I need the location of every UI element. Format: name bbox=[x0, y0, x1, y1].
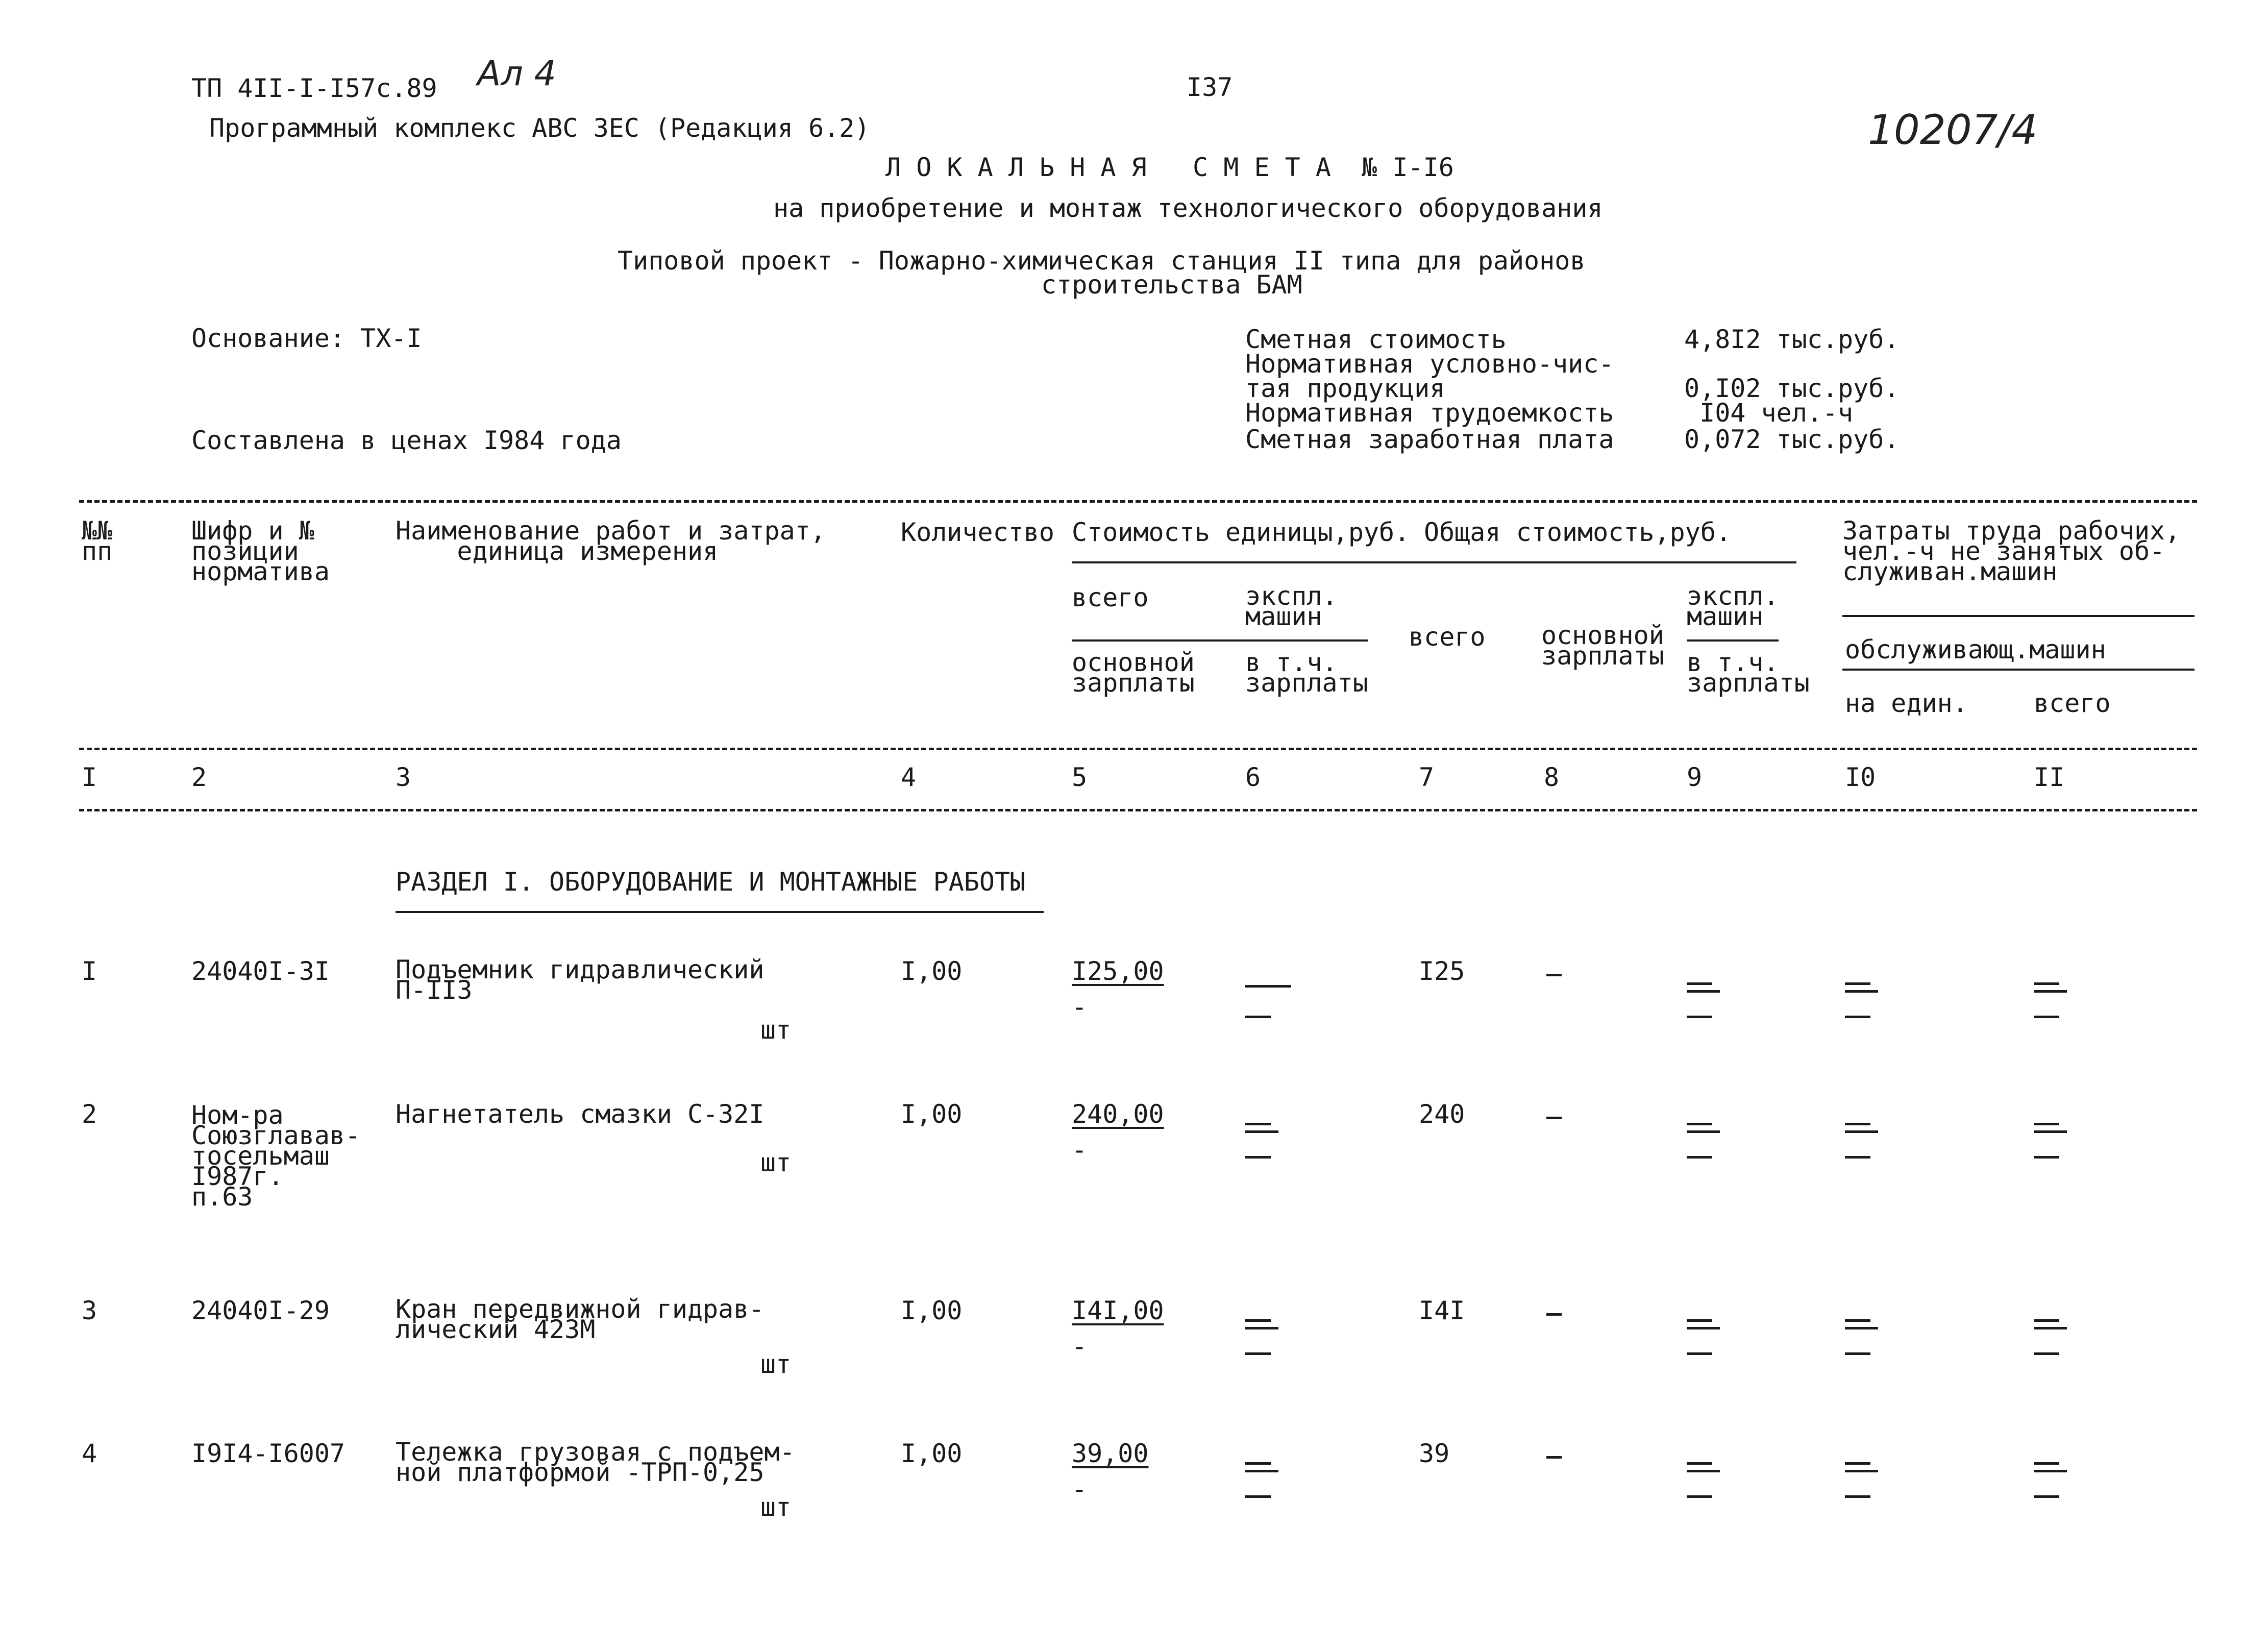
header-bottom-rule bbox=[79, 748, 2197, 750]
col-header-total-cost: Общая стоимость,руб. bbox=[1424, 518, 1732, 547]
column-number: 5 bbox=[1072, 762, 1088, 792]
dash-mark bbox=[1245, 985, 1291, 988]
row-unit-wage: - bbox=[1072, 1474, 1088, 1504]
summary-value: I04 чел.-ч bbox=[1684, 398, 1854, 428]
dash-mark bbox=[1687, 1123, 1712, 1125]
dash-mark bbox=[1845, 1327, 1878, 1329]
dash-mark bbox=[1546, 974, 1562, 976]
dash-mark bbox=[1845, 982, 1870, 985]
row-qty: I,00 bbox=[901, 1439, 963, 1468]
header-group-rule bbox=[1072, 561, 1796, 563]
col-header-10-mid: обслуживающ.машин bbox=[1845, 635, 2106, 664]
dash-mark bbox=[1845, 1462, 1870, 1465]
row-qty: I,00 bbox=[901, 956, 963, 986]
row-unit: шт bbox=[760, 1015, 792, 1045]
dash-mark bbox=[2034, 982, 2059, 985]
column-number: 7 bbox=[1419, 762, 1435, 792]
column-number: 2 bbox=[191, 762, 207, 792]
dash-mark bbox=[1546, 1117, 1562, 1119]
column-number: 6 bbox=[1245, 762, 1261, 792]
dash-mark bbox=[1245, 1319, 1271, 1322]
row-number: 4 bbox=[82, 1439, 97, 1468]
dash-mark bbox=[1687, 1462, 1712, 1465]
header-sub-rule-9 bbox=[1687, 639, 1779, 642]
dash-mark bbox=[1245, 1327, 1278, 1329]
summary-value: 0,I02 тыс.руб. bbox=[1684, 374, 1900, 403]
header-sub-rule-5 bbox=[1072, 639, 1368, 642]
dash-mark bbox=[1845, 1016, 1870, 1018]
column-number: 3 bbox=[396, 762, 411, 792]
dash-mark bbox=[1546, 1313, 1562, 1316]
row-total: 240 bbox=[1419, 1099, 1465, 1129]
row-name: Тележка грузовая с подъем- ной платформой -ТРП-0,25 bbox=[396, 1437, 795, 1487]
column-number: I0 bbox=[1845, 762, 1876, 792]
col-header-labor: Затраты труда рабочих, чел.-ч не занятых об- служиван.машин bbox=[1842, 516, 2181, 586]
col-header-9-top: экспл. машин bbox=[1687, 581, 1779, 631]
col-header-qty: Количество bbox=[901, 518, 1055, 547]
column-number: I bbox=[82, 762, 97, 792]
summary-label: Нормативная условно-чис- bbox=[1245, 349, 1614, 379]
dash-mark bbox=[1687, 990, 1720, 993]
dash-mark bbox=[2034, 1319, 2059, 1322]
row-unit-total: 240,00 bbox=[1072, 1099, 1164, 1129]
dash-mark bbox=[1687, 1495, 1712, 1498]
row-total: I4I bbox=[1419, 1296, 1465, 1325]
dash-mark bbox=[1845, 1156, 1870, 1159]
dash-mark bbox=[2034, 1156, 2059, 1159]
col-header-8: основной зарплаты bbox=[1541, 621, 1664, 671]
row-unit-total: I25,00 bbox=[1072, 956, 1164, 986]
dash-mark bbox=[1687, 1352, 1712, 1355]
dash-mark bbox=[2034, 1352, 2059, 1355]
col-header-code: Шифр и № позиции норматива bbox=[191, 516, 330, 586]
summary-label: Сметная заработная плата bbox=[1245, 425, 1614, 454]
col-header-unit-cost: Стоимость единицы,руб. bbox=[1072, 518, 1410, 547]
page-number: I37 bbox=[1187, 72, 1233, 102]
dash-mark bbox=[1245, 1130, 1278, 1133]
row-name: Нагнетатель смазки С-32I bbox=[396, 1099, 765, 1129]
summary-value: 4,8I2 тыс.руб. bbox=[1684, 325, 1900, 354]
doc-code: ТП 4II-I-I57с.89 bbox=[191, 73, 437, 103]
document-subtitle: на приобретение и монтаж технологического оборудования bbox=[773, 193, 1603, 223]
column-number: 8 bbox=[1544, 762, 1560, 792]
summary-value: 0,072 тыс.руб. bbox=[1684, 425, 1900, 454]
header-sub-rule-10 bbox=[1842, 669, 2195, 671]
col-header-5-top: всего bbox=[1072, 583, 1149, 612]
header-top-rule bbox=[79, 500, 2197, 503]
row-number: 2 bbox=[82, 1099, 97, 1129]
dash-mark bbox=[1687, 1319, 1712, 1322]
row-name: Кран передвижной гидрав- лический 423М bbox=[396, 1294, 765, 1344]
summary-label: тая продукция bbox=[1245, 374, 1445, 403]
col-header-10: на един. bbox=[1845, 688, 1968, 718]
summary-label: Сметная стоимость bbox=[1245, 325, 1507, 354]
dash-mark bbox=[1687, 982, 1712, 985]
dash-mark bbox=[1245, 1495, 1271, 1498]
row-unit-wage: - bbox=[1072, 1332, 1088, 1361]
row-unit: шт bbox=[760, 1492, 792, 1522]
dash-mark bbox=[1245, 1470, 1278, 1472]
dash-mark bbox=[1687, 1130, 1720, 1133]
row-number: 3 bbox=[82, 1296, 97, 1325]
dash-mark bbox=[1845, 1130, 1878, 1133]
row-unit-wage: - bbox=[1072, 1135, 1088, 1165]
row-code: I9I4-I6007 bbox=[191, 1439, 346, 1468]
basis-line: Основание: ТХ-I bbox=[191, 324, 422, 353]
dash-mark bbox=[2034, 1016, 2059, 1018]
numbers-bottom-rule bbox=[79, 809, 2197, 811]
dash-mark bbox=[2034, 1495, 2059, 1498]
dash-mark bbox=[2034, 1462, 2059, 1465]
row-unit: шт bbox=[760, 1349, 792, 1379]
col-header-no: №№ пп bbox=[82, 516, 113, 566]
col-header-7: всего bbox=[1409, 622, 1486, 652]
dash-mark bbox=[1546, 1456, 1562, 1459]
dash-mark bbox=[1845, 1470, 1878, 1472]
summary-label: Нормативная трудоемкость bbox=[1245, 398, 1614, 428]
column-number: II bbox=[2034, 762, 2065, 792]
dash-mark bbox=[1845, 1319, 1870, 1322]
col-header-9-bottom: в т.ч. зарплаты bbox=[1687, 648, 1810, 698]
dash-mark bbox=[1845, 1352, 1870, 1355]
dash-mark bbox=[1687, 1016, 1712, 1018]
col-header-6-bottom: в т.ч. зарплаты bbox=[1245, 648, 1368, 698]
dash-mark bbox=[1245, 1156, 1271, 1159]
col-header-5-bottom: основной зарплаты bbox=[1072, 648, 1195, 698]
dash-mark bbox=[1687, 1327, 1720, 1329]
row-code: 24040I-3I bbox=[191, 956, 330, 986]
archive-number: 10207/4 bbox=[1868, 106, 2038, 154]
dash-mark bbox=[2034, 990, 2067, 993]
dash-mark bbox=[1687, 1470, 1720, 1472]
row-code: 24040I-29 bbox=[191, 1296, 330, 1325]
dash-mark bbox=[1245, 1016, 1271, 1018]
section-title-rule bbox=[396, 911, 1044, 913]
col-header-name: Наименование работ и затрат, единица измерения bbox=[396, 516, 826, 566]
dash-mark bbox=[1245, 1123, 1271, 1125]
dash-mark bbox=[1687, 1156, 1712, 1159]
dash-mark bbox=[2034, 1327, 2067, 1329]
row-number: I bbox=[82, 956, 97, 986]
project-line-2: строительства БАМ bbox=[1041, 270, 1302, 300]
row-name: Подъемник гидравлический П-II3 bbox=[396, 955, 765, 1005]
row-qty: I,00 bbox=[901, 1099, 963, 1129]
column-number: 4 bbox=[901, 762, 917, 792]
document-title: Л О К А Л Ь Н А Я С М Е Т А № I-I6 bbox=[885, 153, 1454, 182]
dash-mark bbox=[1845, 990, 1878, 993]
row-unit-total: I4I,00 bbox=[1072, 1296, 1164, 1325]
col-header-6-top: экспл. машин bbox=[1245, 581, 1338, 631]
row-code: Ном-ра Союзглавав- тосельмаш I987г. п.63 bbox=[191, 1100, 361, 1212]
dash-mark bbox=[2034, 1470, 2067, 1472]
header-labor-rule bbox=[1842, 615, 2195, 617]
row-total: I25 bbox=[1419, 956, 1465, 986]
dash-mark bbox=[1845, 1123, 1870, 1125]
section-title: РАЗДЕЛ I. ОБОРУДОВАНИЕ И МОНТАЖНЫЕ РАБОТЫ bbox=[396, 867, 1026, 897]
prices-line: Составлена в ценах I984 года bbox=[191, 426, 622, 455]
row-unit-total: 39,00 bbox=[1072, 1439, 1149, 1468]
dash-mark bbox=[1845, 1495, 1870, 1498]
software-line: Программный комплекс АВС 3ЕС (Редакция 6.2) bbox=[209, 113, 870, 143]
row-unit: шт bbox=[760, 1148, 792, 1177]
project-line-1: Типовой проект - Пожарно-химическая станция II типа для районов bbox=[618, 246, 1586, 276]
row-unit-wage: - bbox=[1072, 992, 1088, 1022]
dash-mark bbox=[1245, 1352, 1271, 1355]
col-header-11: всего bbox=[2034, 688, 2111, 718]
row-total: 39 bbox=[1419, 1439, 1450, 1468]
handwritten-note: Ал 4 bbox=[477, 54, 556, 94]
dash-mark bbox=[1245, 1462, 1271, 1465]
dash-mark bbox=[2034, 1123, 2059, 1125]
row-qty: I,00 bbox=[901, 1296, 963, 1325]
dash-mark bbox=[2034, 1130, 2067, 1133]
column-number: 9 bbox=[1687, 762, 1703, 792]
